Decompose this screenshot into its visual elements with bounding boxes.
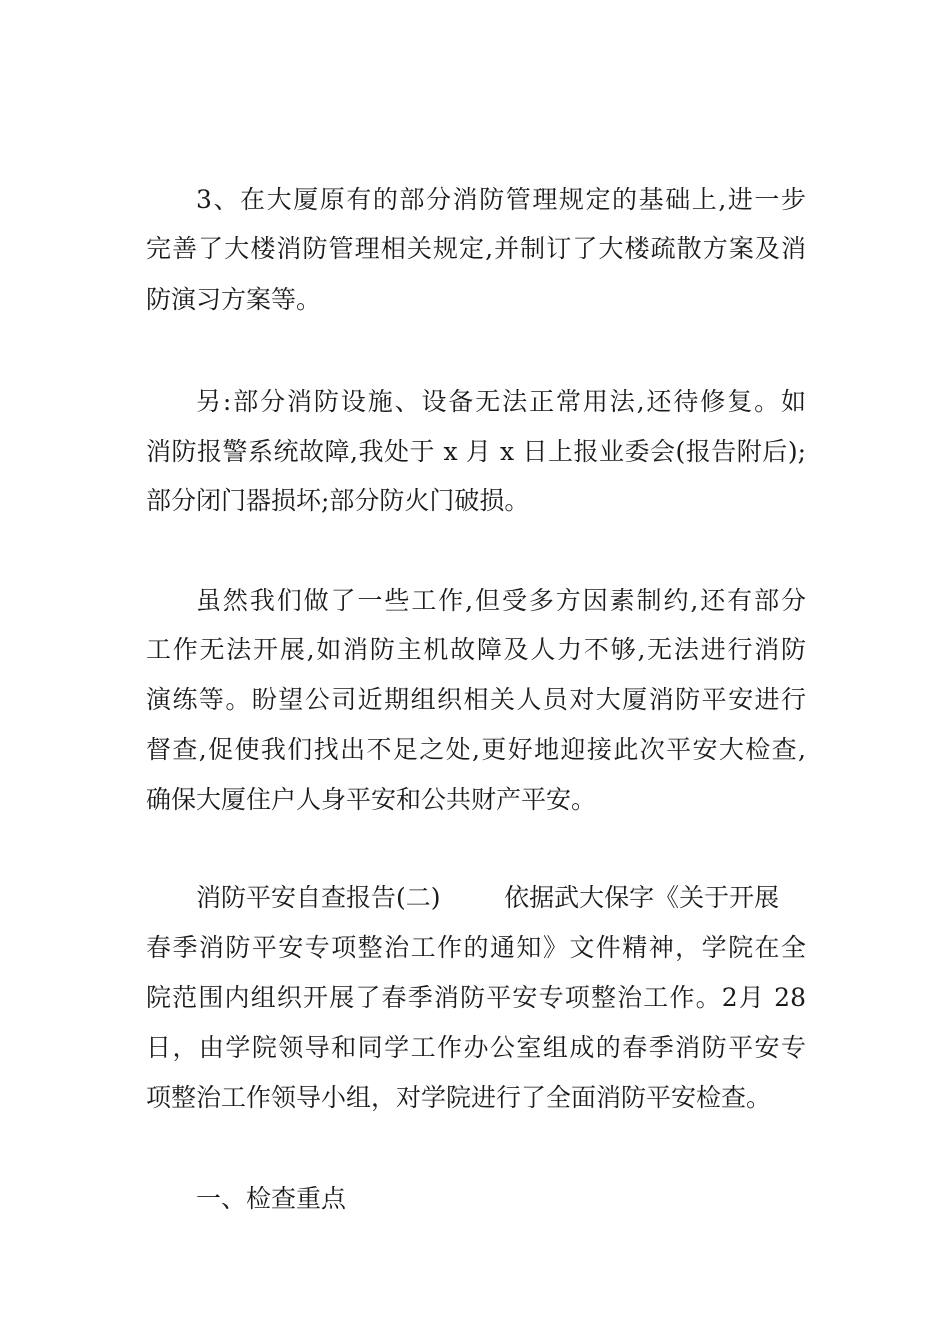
paragraph-3-line-5: 确保大厦住户人身平安和公共财产平安。	[146, 785, 597, 814]
paragraph-3-line-1: 虽然我们做了一些工作,但受多方因素制约,还有部分	[196, 586, 806, 615]
paragraph-4-line-4: 日，由学院领导和同学工作办公室组成的春季消防平安专	[146, 1033, 806, 1062]
paragraph-3-line-2: 工作无法开展,如消防主机故障及人力不够,无法进行消防	[146, 635, 806, 664]
paragraph-3-line-3: 演练等。盼望公司近期组织相关人员对大厦消防平安进行	[146, 685, 806, 714]
paragraph-1-line-3: 防演习方案等。	[146, 285, 322, 314]
paragraph-2-line-3: 部分闭门器损坏;部分防火门破损。	[146, 486, 530, 515]
section-heading: 一、检查重点	[196, 1184, 347, 1213]
paragraph-1-line-1: 3、在大厦原有的部分消防管理规定的基础上,进一步	[196, 185, 806, 214]
paragraph-1-line-2: 完善了大楼消防管理相关规定,并制订了大楼疏散方案及消	[146, 234, 806, 263]
paragraph-4-line-2: 春季消防平安专项整治工作的通知》文件精神，学院在全	[146, 933, 806, 962]
paragraph-4-line-3: 院范围内组织开展了春季消防平安专项整治工作。2月 28	[146, 983, 806, 1012]
paragraph-2-line-2: 消防报警系统故障,我处于 x 月 x 日上报业委会(报告附后);	[146, 437, 806, 466]
paragraph-4-line-5: 项整治工作领导小组，对学院进行了全面消防平安检查。	[146, 1083, 772, 1112]
paragraph-4-line-1: 消防平安自查报告(二) 依据武大保字《关于开展	[196, 883, 780, 912]
paragraph-2-line-1: 另:部分消防设施、设备无法正常用法,还待修复。如	[196, 387, 806, 416]
paragraph-3-line-4: 督查,促使我们找出不足之处,更好地迎接此次平安大检查,	[146, 735, 806, 764]
